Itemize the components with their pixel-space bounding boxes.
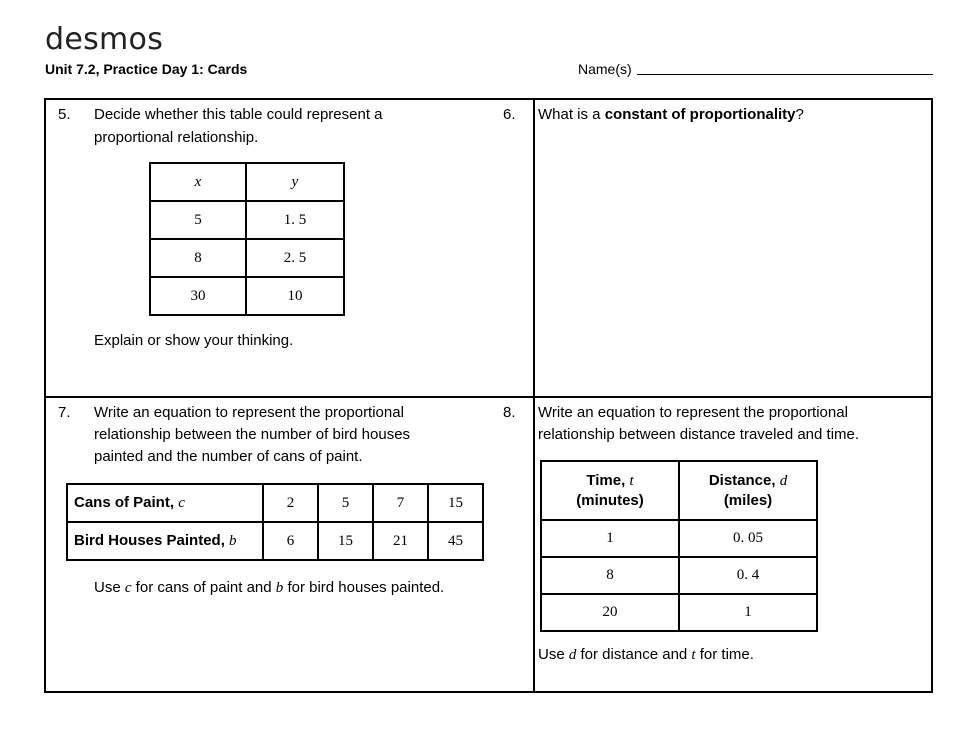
desmos-logo: desmos: [45, 22, 164, 57]
name-input-line[interactable]: [637, 74, 933, 75]
card-6-prompt: [538, 104, 804, 127]
row-label-bird-houses: Bird Houses Painted, b: [67, 522, 263, 560]
table-cell: 2: [263, 484, 318, 522]
table-cell: 45: [428, 522, 483, 560]
card-7-prompt-line3: painted and the number of cans of paint.: [94, 448, 363, 465]
card-5-footer: Explain or show your thinking.: [94, 332, 294, 349]
card-6-prompt-end: ?: [795, 106, 804, 123]
col-header-time: Time, t (minutes): [541, 461, 679, 520]
table-cell: 8: [150, 239, 246, 277]
table-cell: 1. 5: [246, 201, 344, 239]
table-cell: 0. 05: [679, 520, 817, 557]
table-cell: 5: [150, 201, 246, 239]
card-7-number: 7.: [58, 404, 71, 421]
table-cell: 2. 5: [246, 239, 344, 277]
table-cell: 21: [373, 522, 428, 560]
table-header-y: y: [291, 173, 299, 190]
card-5-number: 5.: [58, 106, 71, 123]
card-8-table: [540, 460, 818, 632]
table-cell: 1: [679, 594, 817, 631]
card-5-table: [149, 162, 345, 316]
table-cell: 6: [263, 522, 318, 560]
table-cell: 30: [150, 277, 246, 315]
name-label: Name(s): [578, 61, 632, 77]
card-8-number: 8.: [503, 404, 516, 421]
table-cell: 1: [541, 520, 679, 557]
table-cell: 15: [318, 522, 373, 560]
table-cell: 8: [541, 557, 679, 594]
table-cell: 20: [541, 594, 679, 631]
table-cell: 10: [246, 277, 344, 315]
row-label-cans: Cans of Paint, c: [67, 484, 263, 522]
card-8-footer: Use d for distance and t for time.: [538, 646, 754, 663]
card-5-prompt-line1: Decide whether this table could represent a: [94, 106, 383, 123]
table-cell: 7: [373, 484, 428, 522]
card-7-prompt-line2: relationship between the number of bird houses: [94, 426, 411, 443]
card-5-prompt-line2: proportional relationship.: [94, 129, 259, 146]
card-7-table: [66, 483, 484, 561]
card-8-prompt-line1: Write an equation to represent the proportional: [538, 404, 848, 421]
table-cell: 15: [428, 484, 483, 522]
card-7-prompt-line1: Write an equation to represent the proportional: [94, 404, 404, 421]
cards-grid: [44, 98, 933, 693]
table-cell: 0. 4: [679, 557, 817, 594]
table-header-x: x: [194, 173, 202, 190]
card-6-number: 6.: [503, 106, 516, 123]
card-7-footer: Use c for cans of paint and b for bird houses painted.: [94, 579, 445, 596]
grid-horizontal-divider: [46, 396, 931, 398]
card-6-prompt-start: What is a: [538, 106, 605, 123]
unit-title: Unit 7.2, Practice Day 1: Cards: [45, 61, 248, 77]
col-header-distance: Distance, d (miles): [679, 461, 817, 520]
var-c: c: [178, 495, 185, 511]
card-6-prompt-bold: constant of proportionality: [604, 106, 796, 123]
table-cell: 5: [318, 484, 373, 522]
card-8-prompt-line2: relationship between distance traveled and time.: [538, 426, 860, 443]
var-b: b: [229, 533, 237, 549]
